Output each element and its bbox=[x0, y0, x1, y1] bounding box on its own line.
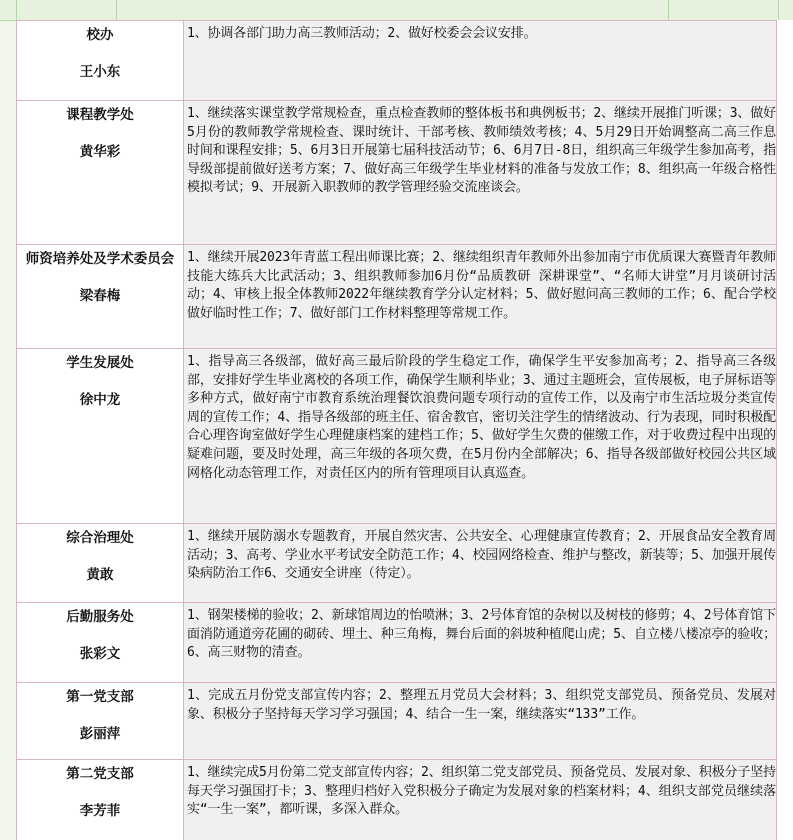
department-cell[interactable] bbox=[17, 245, 184, 349]
responsible-person: 梁春梅 bbox=[79, 288, 121, 304]
duties-text: 1、继续完成5月份第二党支部宣传内容；2、组织第二党支部党员、预备党员、发展对象、积极分子坚持每天学习强国打卡；3、整理归档好入党积极分子确定为发展对象的档案材料；4、组织支部党员继续落实“一生一案”，都听课，多深入群众。 bbox=[187, 765, 776, 818]
table-row bbox=[17, 21, 777, 101]
department-cell[interactable] bbox=[17, 683, 184, 760]
duties-text: 1、继续开展2023年青蓝工程出师课比赛；2、继续组织青年教师外出参加南宁市优质课大赛暨青年教师技能大练兵大比武活动；3、组织教师参加6月份“品质教研 深耕课堂”、“名师大讲堂”月月谈研讨活动；4、审核上报全体教师2022年继续教育学分认定材料；5、做好慰问高三教师的工作；6、配合学校做好临时性工作；7、做好部门工作材料整理等常规工作。 bbox=[187, 250, 776, 321]
column-header-strip bbox=[0, 0, 793, 21]
department-name: 师资培养处及学术委员会 bbox=[25, 251, 175, 267]
duties-cell[interactable] bbox=[184, 524, 777, 603]
column-divider bbox=[16, 0, 17, 20]
department-name: 校办 bbox=[86, 27, 114, 43]
responsible-person: 黄华彩 bbox=[79, 144, 121, 160]
department-name: 学生发展处 bbox=[66, 355, 134, 371]
department-label-group bbox=[17, 760, 183, 821]
department-name: 综合治理处 bbox=[66, 530, 134, 546]
duties-text: 1、完成五月份党支部宣传内容；2、整理五月党员大会材料；3、组织党支部党员、预备党员、发展对象、积极分子坚持每天学习学习强国；4、结合一生一案，继续落实“133”工作。 bbox=[187, 688, 776, 722]
duties-cell[interactable] bbox=[184, 21, 777, 101]
responsible-person: 王小东 bbox=[79, 64, 121, 80]
column-divider bbox=[668, 0, 669, 20]
table-row bbox=[17, 349, 777, 524]
department-label-group bbox=[17, 21, 183, 82]
table-row bbox=[17, 245, 777, 349]
department-cell[interactable] bbox=[17, 524, 184, 603]
duties-cell[interactable] bbox=[184, 101, 777, 245]
table-row bbox=[17, 760, 777, 840]
department-name: 课程教学处 bbox=[66, 107, 134, 123]
table-row bbox=[17, 683, 777, 760]
department-label-group bbox=[17, 683, 183, 744]
duties-cell[interactable] bbox=[184, 349, 777, 524]
department-label-group bbox=[17, 349, 183, 410]
department-label-group bbox=[17, 524, 183, 585]
responsible-person: 彭丽萍 bbox=[79, 726, 121, 742]
department-cell[interactable] bbox=[17, 101, 184, 245]
table-row bbox=[17, 603, 777, 683]
responsible-person: 徐中龙 bbox=[79, 392, 121, 408]
work-plan-table-body bbox=[17, 21, 777, 840]
duties-text: 1、钢架楼梯的验收；2、新球馆周边的怡喷淋；3、2号体育馆的杂树以及树枝的修剪；4、2号体育馆下面消防通道旁花圃的砌砖、埋土、种三角梅，舞台后面的斜坡种植爬山虎；5、自立楼八楼凉亭的验收；6、高三财物的清查。 bbox=[187, 608, 776, 661]
duties-cell[interactable] bbox=[184, 245, 777, 349]
responsible-person: 黄敢 bbox=[86, 567, 114, 583]
column-divider bbox=[116, 0, 117, 20]
duties-cell[interactable] bbox=[184, 683, 777, 760]
table-row bbox=[17, 101, 777, 245]
duties-cell[interactable] bbox=[184, 603, 777, 683]
duties-text: 1、继续开展防溺水专题教育，开展自然灾害、公共安全、心理健康宣传教育；2、开展食品安全教育周活动；3、高考、学业水平考试安全防范工作；4、校园网络检查、维护与整改，新装等；5、加强开展传染病防治工作6、交通安全讲座（待定）。 bbox=[187, 529, 776, 582]
duties-text: 1、指导高三各级部，做好高三最后阶段的学生稳定工作，确保学生平安参加高考；2、指导高三各级部，安排好学生毕业离校的各项工作，确保学生顺利毕业；3、通过主题班会，宣传展板，电子屏标语等多种方式，做好南宁市教育系统治理餐饮浪费问题专项行动的宣传工作，以及南宁市生活垃圾分类宣传周的宣传工作；4、指导各级部的班主任、宿舍教官，密切关注学生的情绪波动、行为表现，同时积极配合心理咨询室做好学生心理健康档案的建档工作；5、做好学生欠费的催缴工作，对于收费过程中出现的疑难问题，要及时处理，高三年级的各项欠费，在5月份内全部解决；6、指导各级部做好校园公共区域网格化动态管理工作，对责任区内的所有管理项目认真巡查。 bbox=[187, 354, 776, 481]
responsible-person: 李芳菲 bbox=[79, 803, 121, 819]
department-cell[interactable] bbox=[17, 760, 184, 840]
department-label-group bbox=[17, 603, 183, 664]
column-divider bbox=[778, 0, 779, 20]
responsible-person: 张彩文 bbox=[79, 646, 121, 662]
table-row bbox=[17, 524, 777, 603]
department-cell[interactable] bbox=[17, 21, 184, 101]
work-plan-table bbox=[16, 20, 777, 840]
department-cell[interactable] bbox=[17, 349, 184, 524]
department-name: 后勤服务处 bbox=[66, 609, 134, 625]
department-label-group bbox=[17, 101, 183, 162]
department-name: 第一党支部 bbox=[66, 689, 134, 705]
duties-cell[interactable] bbox=[184, 760, 777, 840]
department-cell[interactable] bbox=[17, 603, 184, 683]
department-name: 第二党支部 bbox=[66, 766, 134, 782]
duties-text: 1、协调各部门助力高三教师活动；2、做好校委会会议安排。 bbox=[187, 26, 537, 41]
duties-text: 1、继续落实课堂教学常规检查，重点检查教师的整体板书和典例板书；2、继续开展推门听课；3、做好5月份的教师教学常规检查、课时统计、干部考核、教师绩效考核；4、5月29日开始调整高二高三作息时间和课程安排；5、6月3日开展第七届科技活动节；6、6月7日-8日，组织高三年级学生参加高考，指导级部提前做好送考方案；7、做好高三年级学生毕业材料的准备与发放工作；8、组织高一年级合格性模拟考试；9、开展新入职教师的教学管理经验交流座谈会。 bbox=[187, 106, 776, 196]
work-plan-sheet bbox=[16, 20, 793, 840]
department-label-group bbox=[17, 245, 183, 306]
